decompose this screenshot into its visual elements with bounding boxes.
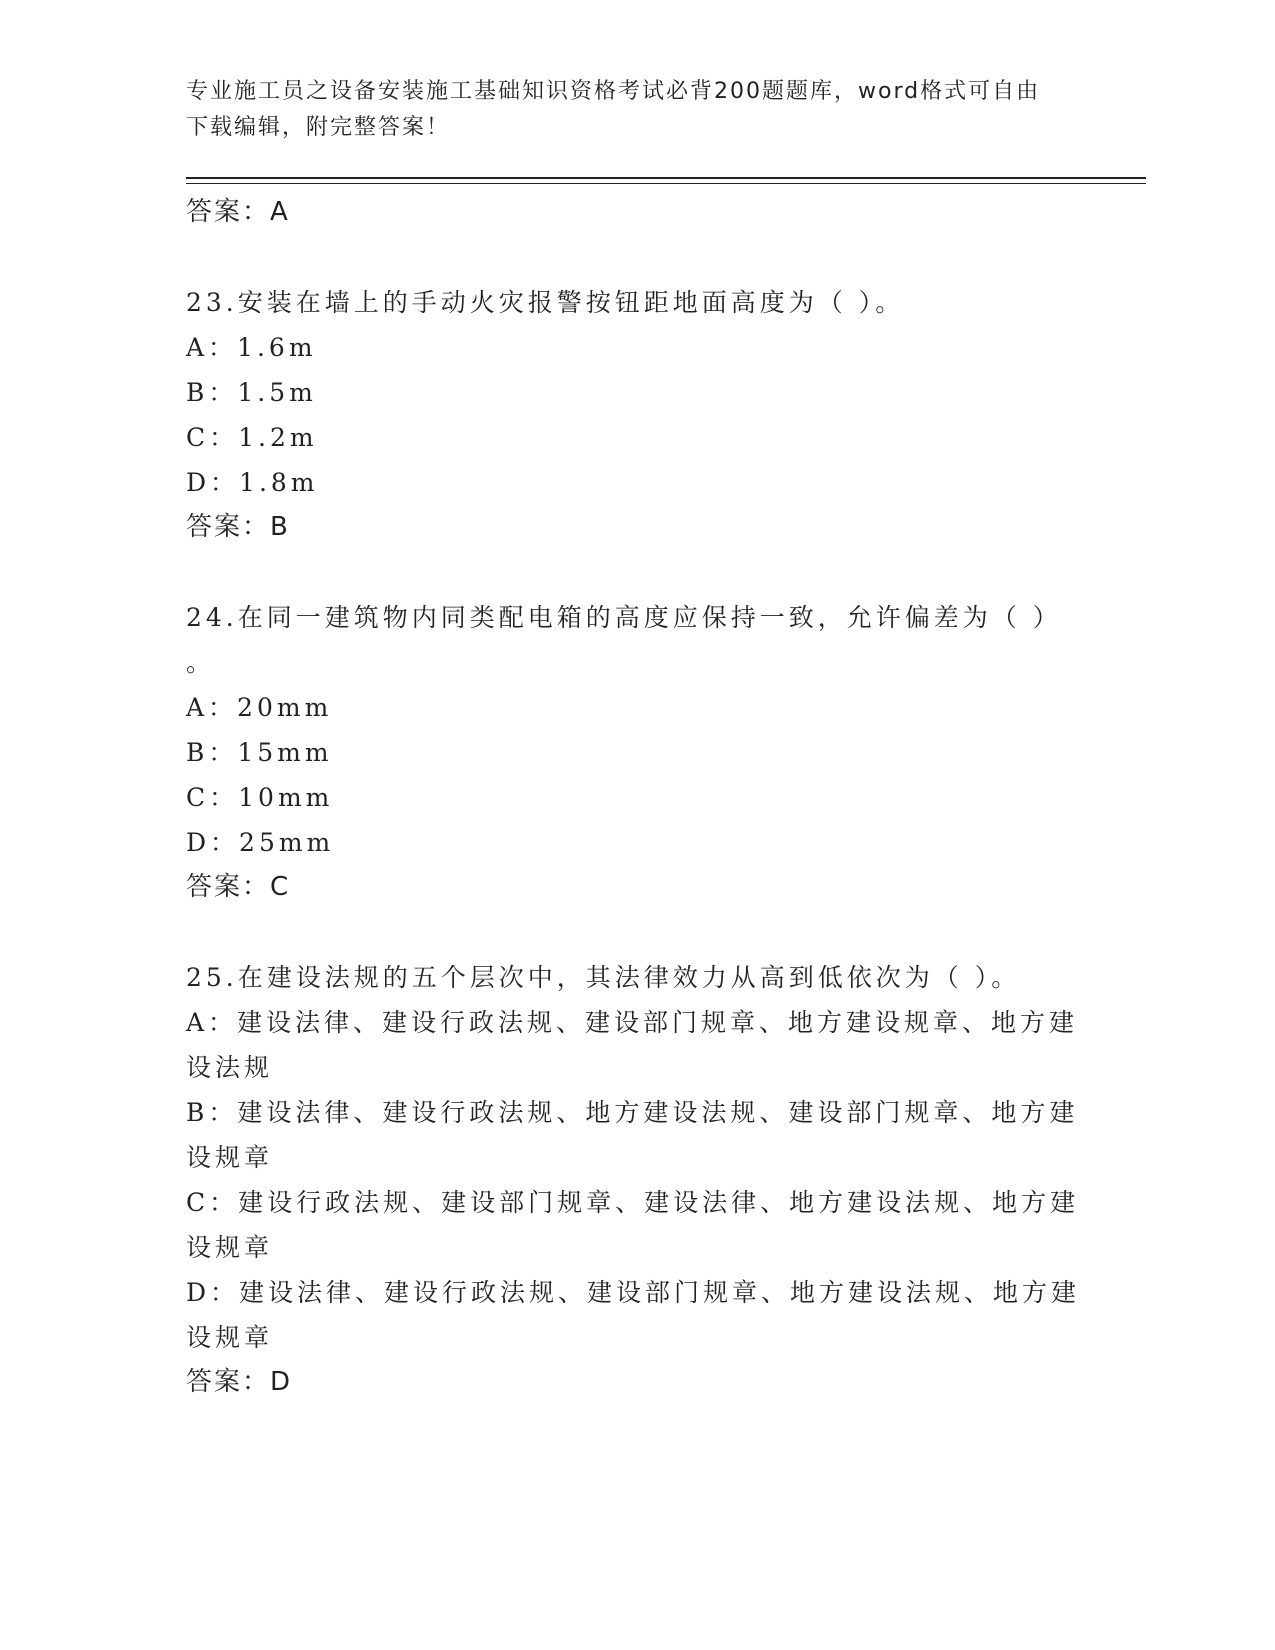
header-line-1: 专业施工员之设备安装施工基础知识资格考试必背200题题库，word格式可自由 — [186, 79, 1041, 104]
header-line-2: 下载编辑，附完整答案！ — [186, 115, 451, 140]
answer-line: 答案：C — [186, 872, 291, 902]
spacer — [186, 235, 1086, 280]
option-c: C：建设行政法规、建设部门规章、建设法律、地方建设法规、地方建 — [186, 1188, 1080, 1217]
question-stem: 23.安装在墙上的手动火灾报警按钮距地面高度为（ ）。 — [186, 288, 905, 317]
document-header — [186, 74, 1086, 146]
question-list — [186, 190, 1086, 1405]
option-d: D：建设法律、建设行政法规、建设部门规章、地方建设法规、地方建 — [186, 1278, 1081, 1307]
option-c: C：1.2m — [186, 423, 318, 452]
question-stem: 24.在同一建筑物内同类配电箱的高度应保持一致，允许偏差为（ ） — [186, 603, 1062, 632]
header-rule-thin — [186, 183, 1146, 184]
answer-line: 答案：D — [186, 1367, 293, 1397]
option-d: D：25mm — [186, 828, 335, 857]
option-d-continued: 设规章 — [186, 1323, 274, 1352]
option-b-continued: 设规章 — [186, 1143, 274, 1172]
option-a: A：1.6m — [186, 333, 317, 362]
question-stem-continued: 。 — [186, 648, 216, 677]
spacer — [186, 550, 1086, 595]
option-a-continued: 设法规 — [186, 1053, 274, 1082]
question-23 — [186, 280, 1086, 550]
question-24 — [186, 595, 1086, 910]
answer-line: 答案：A — [186, 197, 290, 227]
option-c: C：10mm — [186, 783, 334, 812]
option-b: B：建设法律、建设行政法规、地方建设法规、建设部门规章、地方建 — [186, 1098, 1079, 1127]
question-25 — [186, 955, 1086, 1405]
option-d: D：1.8m — [186, 468, 319, 497]
option-a: A：20mm — [186, 693, 333, 722]
option-b: B：1.5m — [186, 378, 317, 407]
spacer — [186, 910, 1086, 955]
answer-line: 答案：B — [186, 512, 290, 542]
question-stem: 25.在建设法规的五个层次中，其法律效力从高到低依次为（ ）。 — [186, 963, 1021, 992]
option-c-continued: 设规章 — [186, 1233, 274, 1262]
header-rule — [186, 177, 1146, 179]
option-a: A：建设法律、建设行政法规、建设部门规章、地方建设规章、地方建 — [186, 1008, 1079, 1037]
option-b: B：15mm — [186, 738, 333, 767]
